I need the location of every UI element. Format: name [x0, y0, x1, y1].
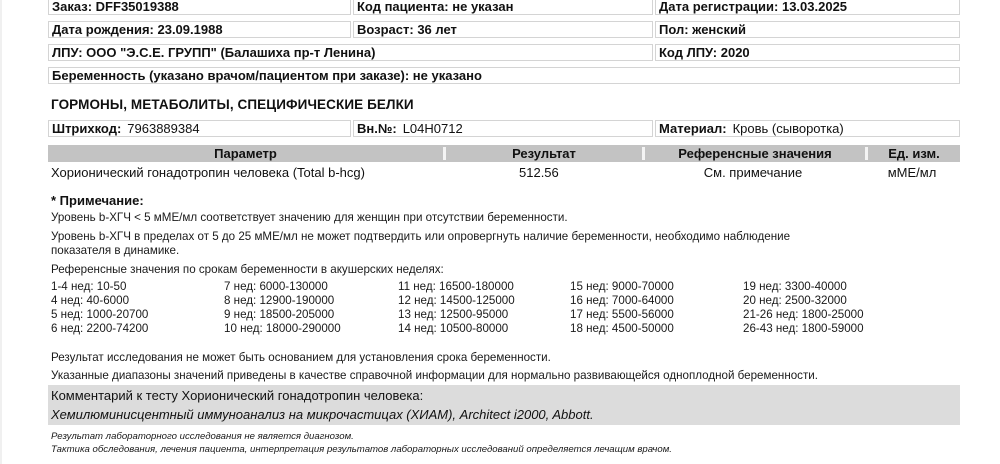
header-row-4 — [48, 66, 960, 87]
patient-age: Возраст: 36 лет — [353, 21, 653, 38]
order-number: Заказ: DFF35019388 — [48, 0, 351, 15]
week-range: 1-4 нед: 10-50 — [51, 280, 127, 293]
comment-title: Комментарий к тесту Хорионический гонадотропин человека: — [51, 388, 424, 403]
column-header-reference: Референсные значения — [678, 146, 832, 161]
week-column — [570, 280, 674, 336]
disclaimer-line: Тактика обследования, лечения пациента, интерпретация результатов лабораторных исследований определяется лечащим врачом. — [51, 444, 672, 455]
note-line: Уровень b-ХГЧ в пределах от 5 до 25 мМЕ/мл не может подтвердить или опровергнуть наличие беременности, необходимо наблюдение — [51, 230, 791, 243]
week-range: 6 нед: 2200-74200 — [51, 322, 149, 335]
header-row-3 — [48, 43, 960, 64]
birth-date: Дата рождения: 23.09.1988 — [48, 21, 351, 38]
sample-info-row — [48, 119, 960, 140]
week-range: 20 нед: 2500-32000 — [743, 294, 847, 307]
week-range: 9 нед: 18500-205000 — [224, 308, 335, 321]
barcode-cell — [48, 120, 351, 137]
week-range: 16 нед: 7000-64000 — [570, 294, 674, 307]
lpu-code: Код ЛПУ: 2020 — [655, 44, 960, 61]
week-range: 14 нед: 10500-80000 — [398, 322, 509, 335]
week-range: 7 нед: 6000-130000 — [224, 280, 328, 293]
patient-sex: Пол: женский — [655, 21, 960, 38]
note-line: Указанные диапазоны значений приведены в качестве справочной информации для нормально развивающейся одноплодной беременности. — [51, 369, 818, 382]
disclaimer-line: Результат лабораторного исследования не является диагнозом. — [51, 431, 354, 442]
header-row-2 — [48, 20, 960, 41]
week-range: 5 нед: 1000-20700 — [51, 308, 149, 321]
column-header-result: Результат — [512, 146, 576, 161]
week-range: 12 нед: 14500-125000 — [398, 294, 515, 307]
week-column — [224, 280, 341, 336]
week-range: 4 нед: 40-6000 — [51, 294, 130, 307]
lpu-name: ЛПУ: ООО "Э.С.Е. ГРУПП" (Балашиха пр-т Ленина) — [48, 44, 653, 61]
week-range: 21-26 нед: 1800-25000 — [743, 308, 864, 321]
comment-text: Хемилюминисцентный иммуноанализ на микрочастицах (ХИАМ), Architect i2000, Abbott. — [51, 407, 594, 422]
results-table-header — [48, 145, 960, 162]
barcode-label: Штрихкод: — [52, 121, 122, 136]
material-cell — [655, 120, 960, 137]
table-row — [48, 163, 960, 182]
note-line: Уровень b-ХГЧ < 5 мМЕ/мл соответствует значению для женщин при отсутствии беременности. — [51, 211, 568, 224]
week-range: 11 нед: 16500-180000 — [398, 280, 514, 293]
material-value: Кровь (сыворотка) — [732, 121, 844, 136]
material-label: Материал: — [659, 121, 727, 136]
week-range: 18 нед: 4500-50000 — [570, 322, 674, 335]
week-column — [51, 280, 148, 336]
column-header-unit: Ед. изм. — [888, 146, 940, 161]
page-left-edge — [0, 0, 2, 464]
note-line: Референсные значения по срокам беременности в акушерских неделях: — [51, 263, 444, 276]
note-title: * Примечание: — [51, 193, 144, 208]
pregnancy-status: Беременность (указано врачом/пациентом при заказе): не указано — [48, 67, 960, 84]
week-range: 19 нед: 3300-40000 — [743, 280, 847, 293]
patient-code: Код пациента: не указан — [353, 0, 653, 15]
note-line: Результат исследования не может быть основанием для установления срока беременности. — [51, 351, 551, 364]
test-comment-box — [48, 385, 960, 425]
week-range: 26-43 нед: 1800-59000 — [743, 322, 864, 335]
reference-value: См. примечание — [703, 165, 803, 180]
registration-date: Дата регистрации: 13.03.2025 — [655, 0, 960, 15]
week-range: 17 нед: 5500-56000 — [570, 308, 674, 321]
barcode-value: 7963889384 — [127, 121, 200, 136]
week-range: 10 нед: 18000-290000 — [224, 322, 341, 335]
internal-number-cell — [353, 120, 653, 137]
week-range: 15 нед: 9000-70000 — [570, 280, 674, 293]
unit-value: мМЕ/мл — [887, 165, 937, 180]
parameter-name: Хорионический гонадотропин человека (Total b-hcg) — [51, 165, 365, 180]
note-line: показателя в динамике. — [51, 244, 180, 257]
header-row-1 — [48, 0, 960, 18]
result-value: 512.56 — [519, 165, 559, 180]
internal-number-value: L04H0712 — [402, 121, 463, 136]
week-range: 8 нед: 12900-190000 — [224, 294, 335, 307]
section-title: ГОРМОНЫ, МЕТАБОЛИТЫ, СПЕЦИФИЧЕСКИЕ БЕЛКИ — [51, 97, 414, 112]
internal-number-label: Вн.№: — [357, 121, 397, 136]
week-column — [398, 280, 515, 336]
column-header-parameter: Параметр — [214, 146, 277, 161]
week-column — [743, 280, 864, 336]
week-range: 13 нед: 12500-95000 — [398, 308, 509, 321]
